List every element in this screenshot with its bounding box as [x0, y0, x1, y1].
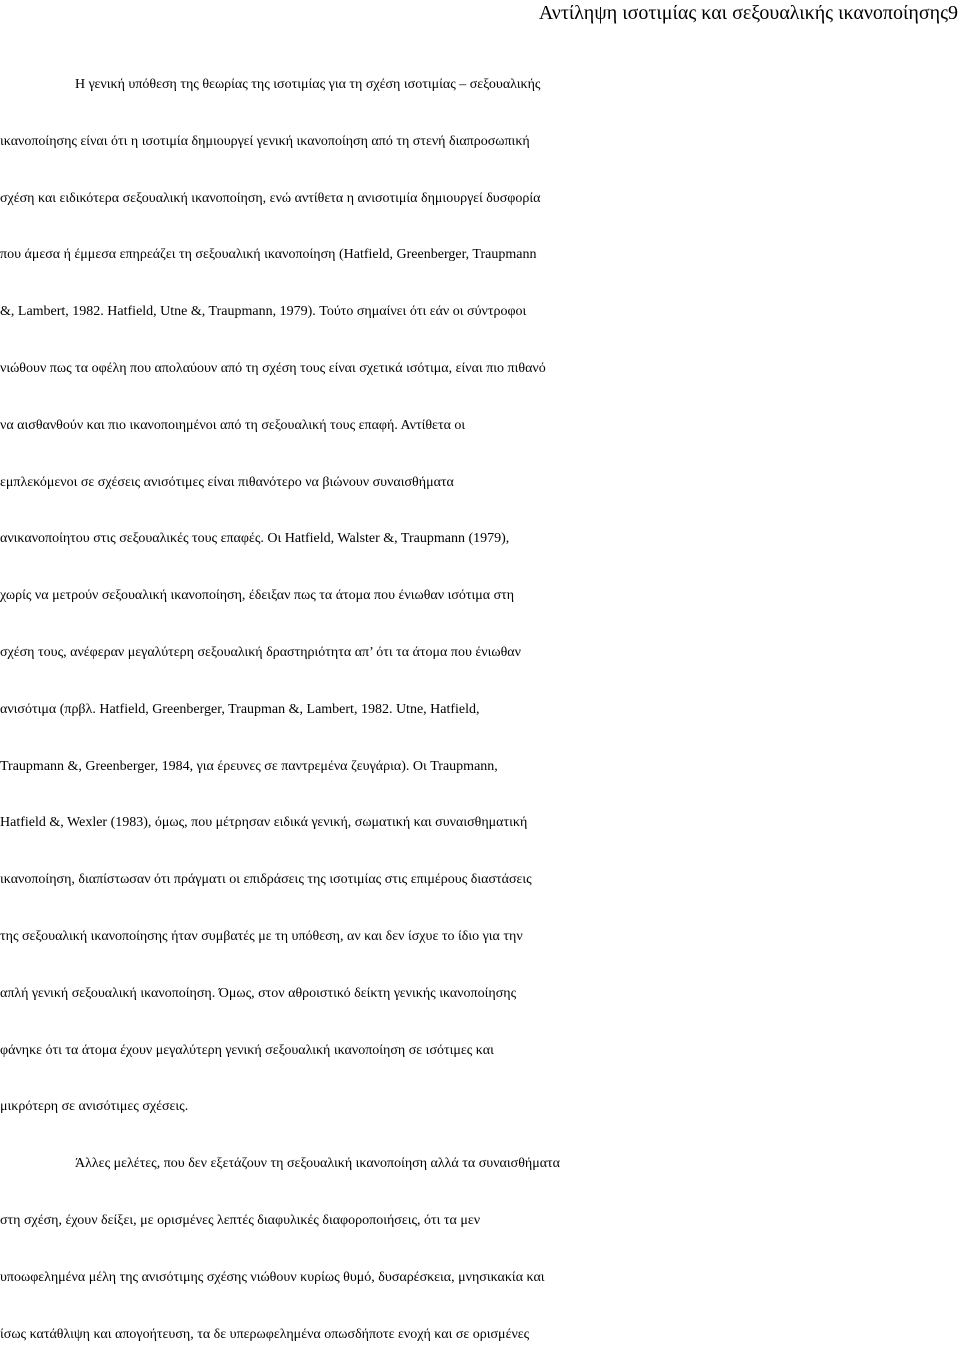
paragraph-1-line-19: μικρότερη σε ανισότιμες σχέσεις.	[0, 1099, 189, 1115]
paragraph-1-line-14: Hatfield &, Wexler (1983), όμως, που μέτρησαν ειδικά γενική, σωματική και συναισθηματική	[0, 815, 528, 831]
paragraph-1-line-8: εμπλεκόμενοι σε σχέσεις ανισότιμες είναι πιθανότερο να βιώνουν συναισθήματα	[0, 474, 454, 490]
paragraph-1-line-17: απλή γενική σεξουαλική ικανοποίηση. Όμως, στον αθροιστικό δείκτη γενικής ικανοποίησης	[0, 985, 517, 1001]
paragraph-1-line-3: σχέση και ειδικότερα σεξουαλική ικανοποίηση, ενώ αντίθετα η ανισοτιμία δημιουργεί δυσφορία	[0, 190, 541, 206]
paragraph-1-line-6: νιώθουν πως τα οφέλη που απολαύουν από τη σχέση τους είναι σχετικά ισότιμα, είναι πιο πιθανό	[0, 360, 546, 376]
paragraph-1-line-11: σχέση τους, ανέφεραν μεγαλύτερη σεξουαλική δραστηριότητα απ’ ότι τα άτομα που ένιωθαν	[0, 644, 521, 660]
paragraph-1-line-12: ανισότιμα (πρβλ. Hatfield, Greenberger, Traupman &, Lambert, 1982. Utne, Hatfield,	[0, 701, 480, 717]
paragraph-1-line-2: ικανοποίησης είναι ότι η ισοτιμία δημιουργεί γενική ικανοποίηση από τη στενή διαπροσωπική	[0, 133, 530, 149]
paragraph-1-line-5: &, Lambert, 1982. Hatfield, Utne &, Traupmann, 1979). Τούτο σημαίνει ότι εάν οι σύντροφοι	[0, 304, 527, 320]
paragraph-1-line-7: να αισθανθούν και πιο ικανοποιημένοι από τη σεξουαλική τους επαφή. Αντίθετα οι	[0, 417, 466, 433]
paragraph-1-line-16: της σεξουαλική ικανοποίησης ήταν συμβατές με τη υπόθεση, αν και δεν ίσχυε το ίδιο για την	[0, 928, 523, 944]
running-head: Αντίληψη ισοτιμίας και σεξουαλικής ικανοποίησης9	[538, 2, 958, 24]
paragraph-1-line-9: ανικανοποίητου στις σεξουαλικές τους επαφές. Οι Hatfield, Walster &, Traupmann (1979),	[0, 531, 510, 547]
paragraph-1-line-1: Η γενική υπόθεση της θεωρίας της ισοτιμίας για τη σχέση ισοτιμίας – σεξουαλικής	[75, 77, 541, 92]
paragraph-2-line-1: Άλλες μελέτες, που δεν εξετάζουν τη σεξουαλική ικανοποίηση αλλά τα συναισθήματα	[75, 1156, 561, 1172]
paragraph-2-line-4: ίσως κατάθλιψη και απογοήτευση, τα δε υπερωφελημένα οπωσδήποτε ενοχή και σε ορισμένες	[0, 1326, 530, 1342]
paragraph-1-line-13: Traupmann &, Greenberger, 1984, για έρευνες σε παντρεμένα ζευγάρια). Οι Traupmann,	[0, 758, 498, 774]
paragraph-1-line-15: ικανοποίηση, διαπίστωσαν ότι πράγματι οι επιδράσεις της ισοτιμίας στις επιμέρους διαστάσεις	[0, 872, 532, 888]
paragraph-2-line-2: στη σχέση, έχουν δείξει, με ορισμένες λεπτές διαφυλικές διαφοροποιήσεις, ότι τα μεν	[0, 1212, 481, 1228]
paragraph-2-line-3: υποωφελημένα μέλη της ανισότιμης σχέσης νιώθουν κυρίως θυμό, δυσαρέσκεια, μνησικακία και	[0, 1269, 545, 1285]
body-text	[0, 57, 960, 1363]
paragraph-1-line-18: φάνηκε ότι τα άτομα έχουν μεγαλύτερη γενική σεξουαλική ικανοποίηση σε ισότιμες και	[0, 1042, 494, 1058]
paragraph-1-line-4: που άμεσα ή έμμεσα επηρεάζει τη σεξουαλική ικανοποίηση (Hatfield, Greenberger, Traupmann	[0, 247, 537, 263]
paragraph-1-line-10: χωρίς να μετρούν σεξουαλική ικανοποίηση, έδειξαν πως τα άτομα που ένιωθαν ισότιμα στη	[0, 588, 515, 604]
